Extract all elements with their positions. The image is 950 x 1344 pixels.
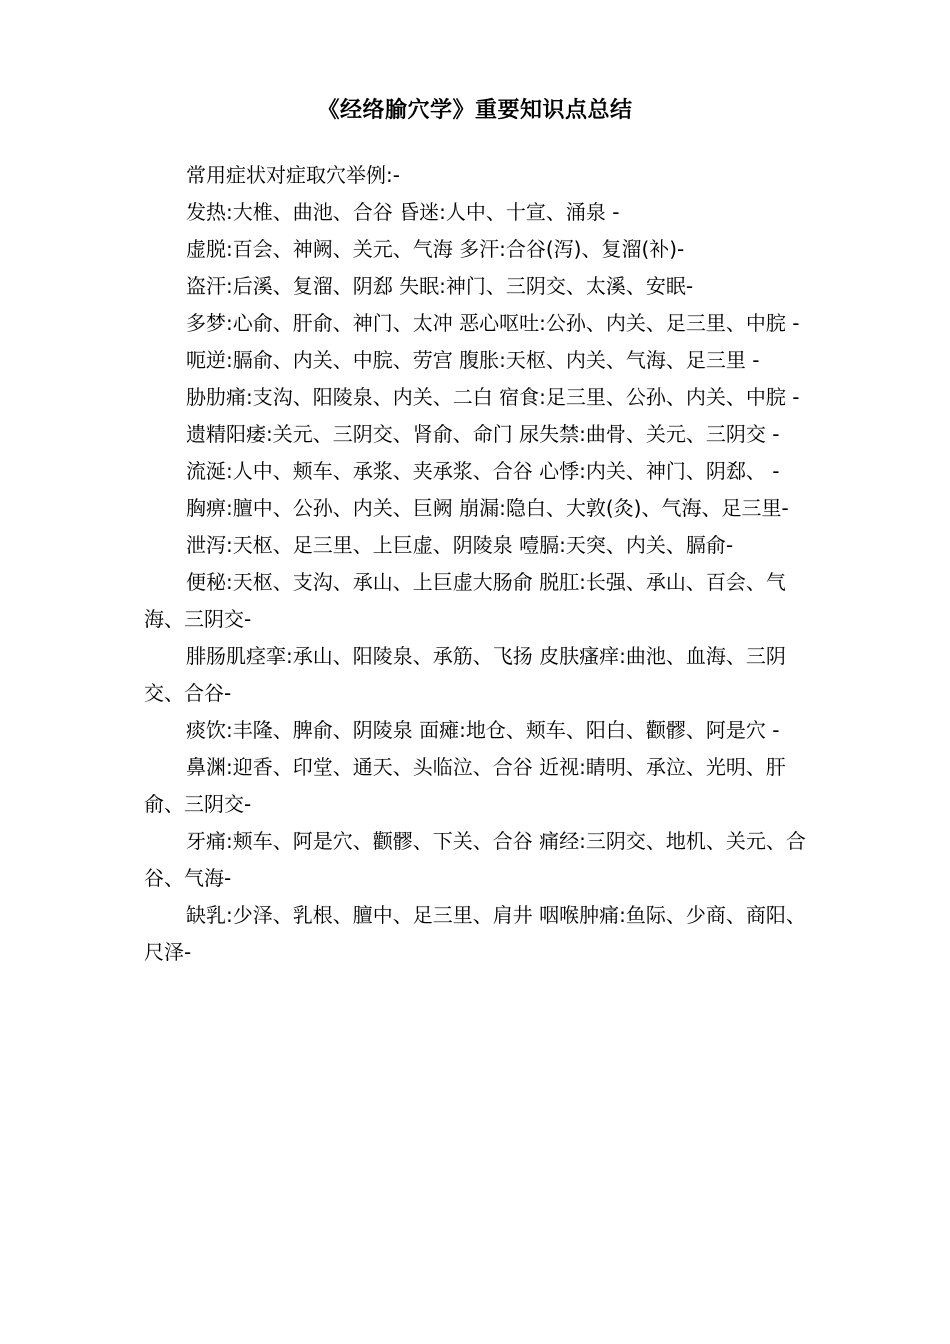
paragraph: 虚脱:百会、神阙、关元、气海 多汗:合谷(泻)、复溜(补)- — [186, 237, 685, 261]
paragraph: 多梦:心俞、肝俞、神门、太冲 恶心呕吐:公孙、内关、足三里、中脘 - — [186, 311, 800, 335]
document-title: 《经络腧穴学》重要知识点总结 — [317, 98, 633, 123]
paragraph: 缺乳:少泽、乳根、膻中、足三里、肩井 咽喉肿痛:鱼际、少商、商阳、尺泽- — [144, 903, 806, 964]
paragraph: 胸痹:膻中、公孙、内关、巨阙 崩漏:隐白、大敦(灸)、气海、足三里- — [186, 496, 789, 520]
paragraph: 牙痛:颊车、阿是穴、颧髎、下关、合谷 痛经:三阴交、地机、关元、合谷、气海- — [144, 829, 806, 890]
paragraph: 呃逆:膈俞、内关、中脘、劳宫 腹胀:天枢、内关、气海、足三里 - — [186, 348, 760, 372]
document-body — [144, 157, 818, 971]
paragraph: 痰饮:丰隆、脾俞、阴陵泉 面瘫:地仓、颊车、阳白、颧髎、阿是穴 - — [186, 718, 780, 742]
paragraph: 流涎:人中、颊车、承浆、夹承浆、合谷 心悸:内关、神门、阴郄、 - — [186, 459, 780, 483]
paragraph: 发热:大椎、曲池、合谷 昏迷:人中、十宣、涌泉 - — [186, 200, 620, 224]
paragraph: 泄泻:天枢、足三里、上巨虚、阴陵泉 噎膈:天突、内关、膈俞- — [186, 533, 734, 557]
paragraph: 鼻渊:迎香、印堂、通天、头临泣、合谷 近视:睛明、承泣、光明、肝俞、三阴交- — [144, 755, 786, 816]
paragraph: 胁肋痛:支沟、阳陵泉、内关、二白 宿食:足三里、公孙、内关、中脘 - — [186, 385, 800, 409]
paragraph: 遗精阳痿:关元、三阴交、肾俞、命门 尿失禁:曲骨、关元、三阴交 - — [186, 422, 780, 446]
paragraph: 常用症状对症取穴举例:- — [186, 163, 400, 187]
paragraph: 便秘:天枢、支沟、承山、上巨虚大肠俞 脱肛:长强、承山、百会、气海、三阴交- — [144, 570, 786, 631]
paragraph: 腓肠肌痉挛:承山、阳陵泉、承筋、飞扬 皮肤瘙痒:曲池、血海、三阴交、合谷- — [144, 644, 786, 705]
paragraph: 盗汗:后溪、复溜、阴郄 失眠:神门、三阴交、太溪、安眠- — [186, 274, 694, 298]
